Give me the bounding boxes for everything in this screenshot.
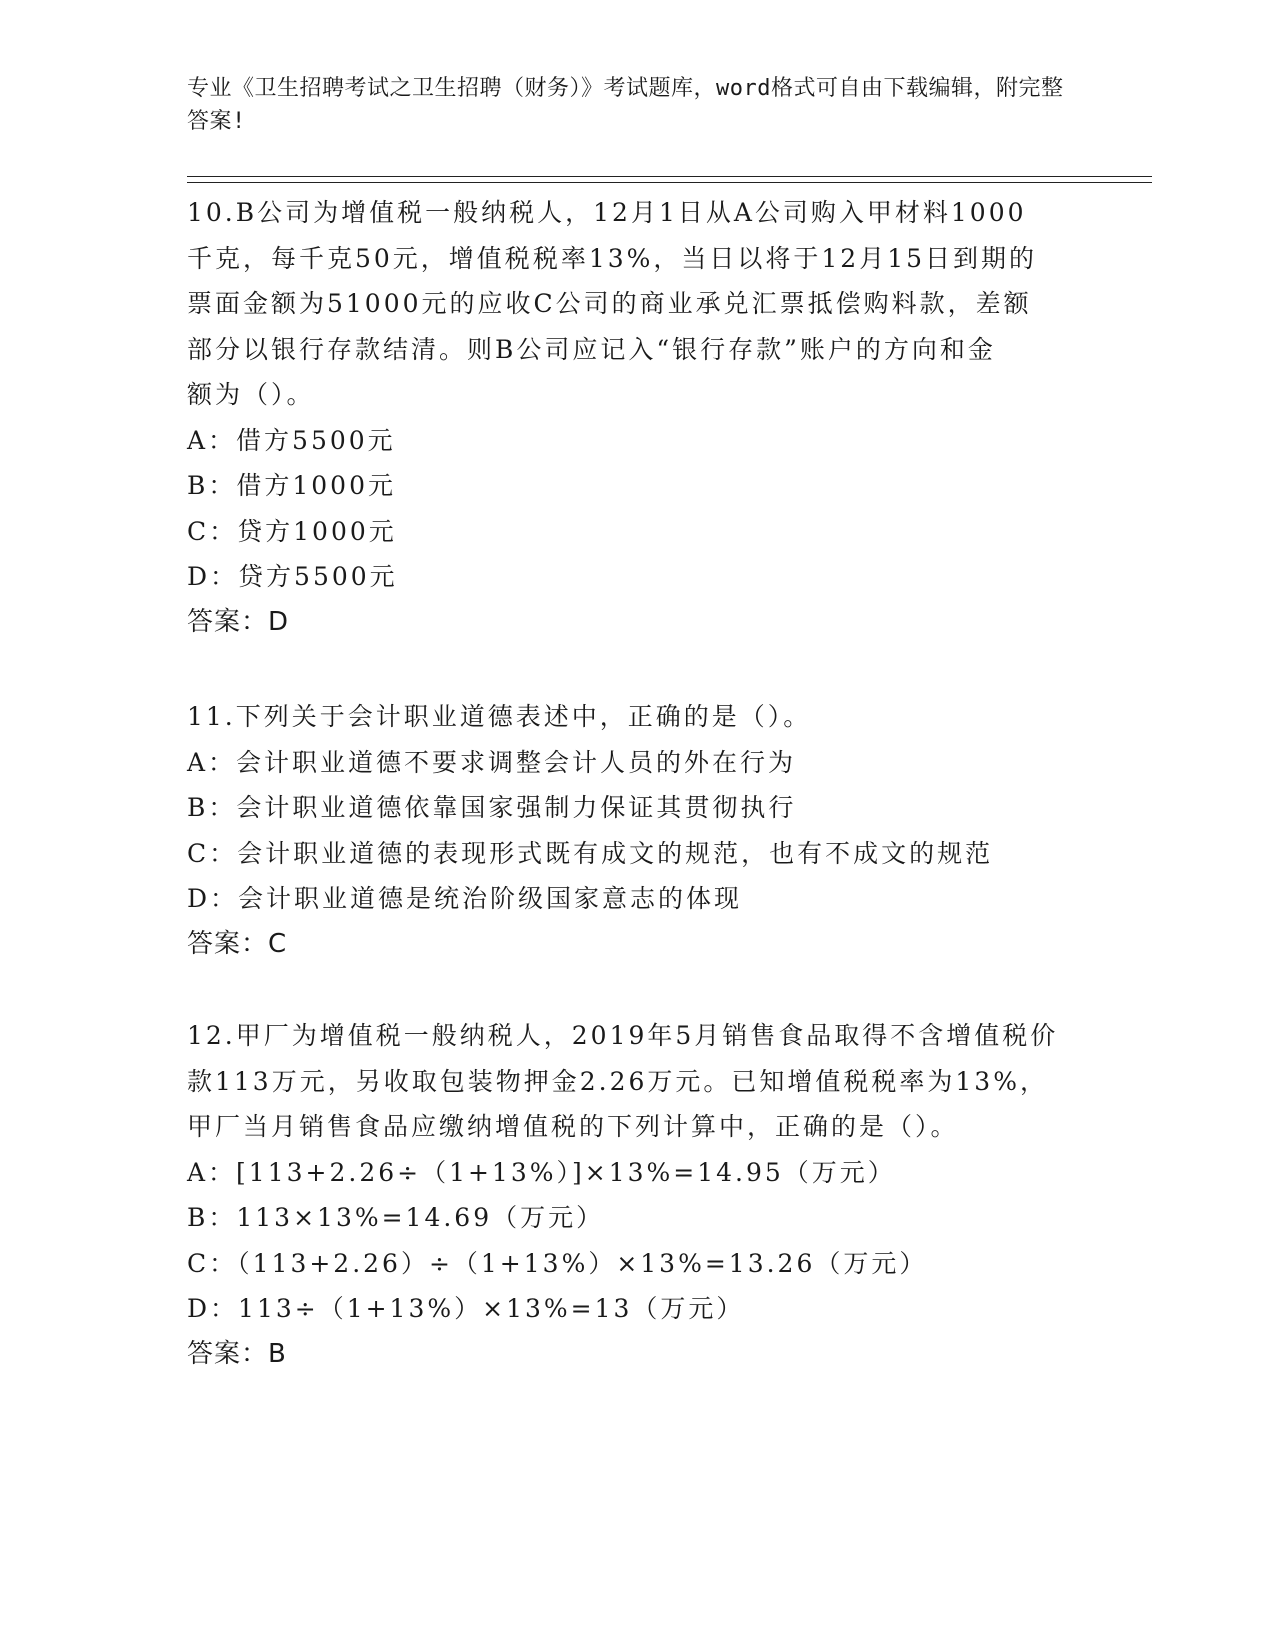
- question-10: [187, 190, 1067, 645]
- option-b: B：113×13%=14.69（万元）: [187, 1203, 605, 1232]
- stem-line: 12.甲厂为增值税一般纳税人，2019年5月销售食品取得不含增值税价: [187, 1021, 1059, 1050]
- stem-line: 额为（）。: [187, 380, 315, 409]
- stem-line: 款113万元，另收取包装物押金2.26万元。已知增值税税率为13%，: [187, 1066, 1048, 1096]
- option-c: C：贷方1000元: [187, 516, 397, 546]
- stem-line: 千克，每千克50元，增值税税率13%，当日以将于12月15日到期的: [187, 243, 1038, 273]
- option-d: D：会计职业道德是统治阶级国家意志的体现: [187, 884, 743, 913]
- option-d: D：贷方5500元: [187, 562, 398, 591]
- stem-line: 11.下列关于会计职业道德表述中，正确的是（）。: [187, 702, 812, 731]
- stem-line: 票面金额为51000元的应收C公司的商业承兑汇票抵偿购料款，差额: [187, 289, 1032, 318]
- stem-line: 甲厂当月销售食品应缴纳增值税的下列计算中，正确的是（）。: [187, 1112, 959, 1141]
- option-c: C：（113+2.26）÷（1+13%）×13%=13.26（万元）: [187, 1248, 928, 1278]
- question-stem: [187, 190, 1067, 418]
- header-divider-top: [187, 176, 1152, 177]
- option-b: B：会计职业道德依靠国家强制力保证其贯彻执行: [187, 793, 797, 822]
- question-12: [187, 1013, 1067, 1377]
- answer: 答案：D: [187, 606, 290, 637]
- option-a: A：[113+2.26÷（1+13%）]×13%=14.95（万元）: [187, 1157, 896, 1187]
- option-a: A：会计职业道德不要求调整会计人员的外在行为: [187, 747, 797, 777]
- option-b: B：借方1000元: [187, 471, 396, 500]
- header-divider-bottom: [187, 182, 1152, 183]
- stem-line: 10.B公司为增值税一般纳税人，12月1日从A公司购入甲材料1000: [187, 198, 1027, 227]
- option-c: C：会计职业道德的表现形式既有成文的规范，也有不成文的规范: [187, 838, 994, 868]
- stem-line: 部分以银行存款结清。则B公司应记入“银行存款”账户的方向和金: [187, 334, 996, 364]
- question-stem: [187, 694, 1067, 740]
- answer: 答案：C: [187, 928, 288, 959]
- document-header: 专业《卫生招聘考试之卫生招聘（财务）》考试题库，word格式可自由下载编辑，附完整答案!: [187, 76, 1064, 134]
- question-stem: [187, 1013, 1067, 1150]
- option-a: A：借方5500元: [187, 425, 396, 455]
- question-11: [187, 694, 1067, 967]
- option-d: D：113÷（1+13%）×13%=13（万元）: [187, 1294, 745, 1323]
- answer: 答案：B: [187, 1338, 287, 1369]
